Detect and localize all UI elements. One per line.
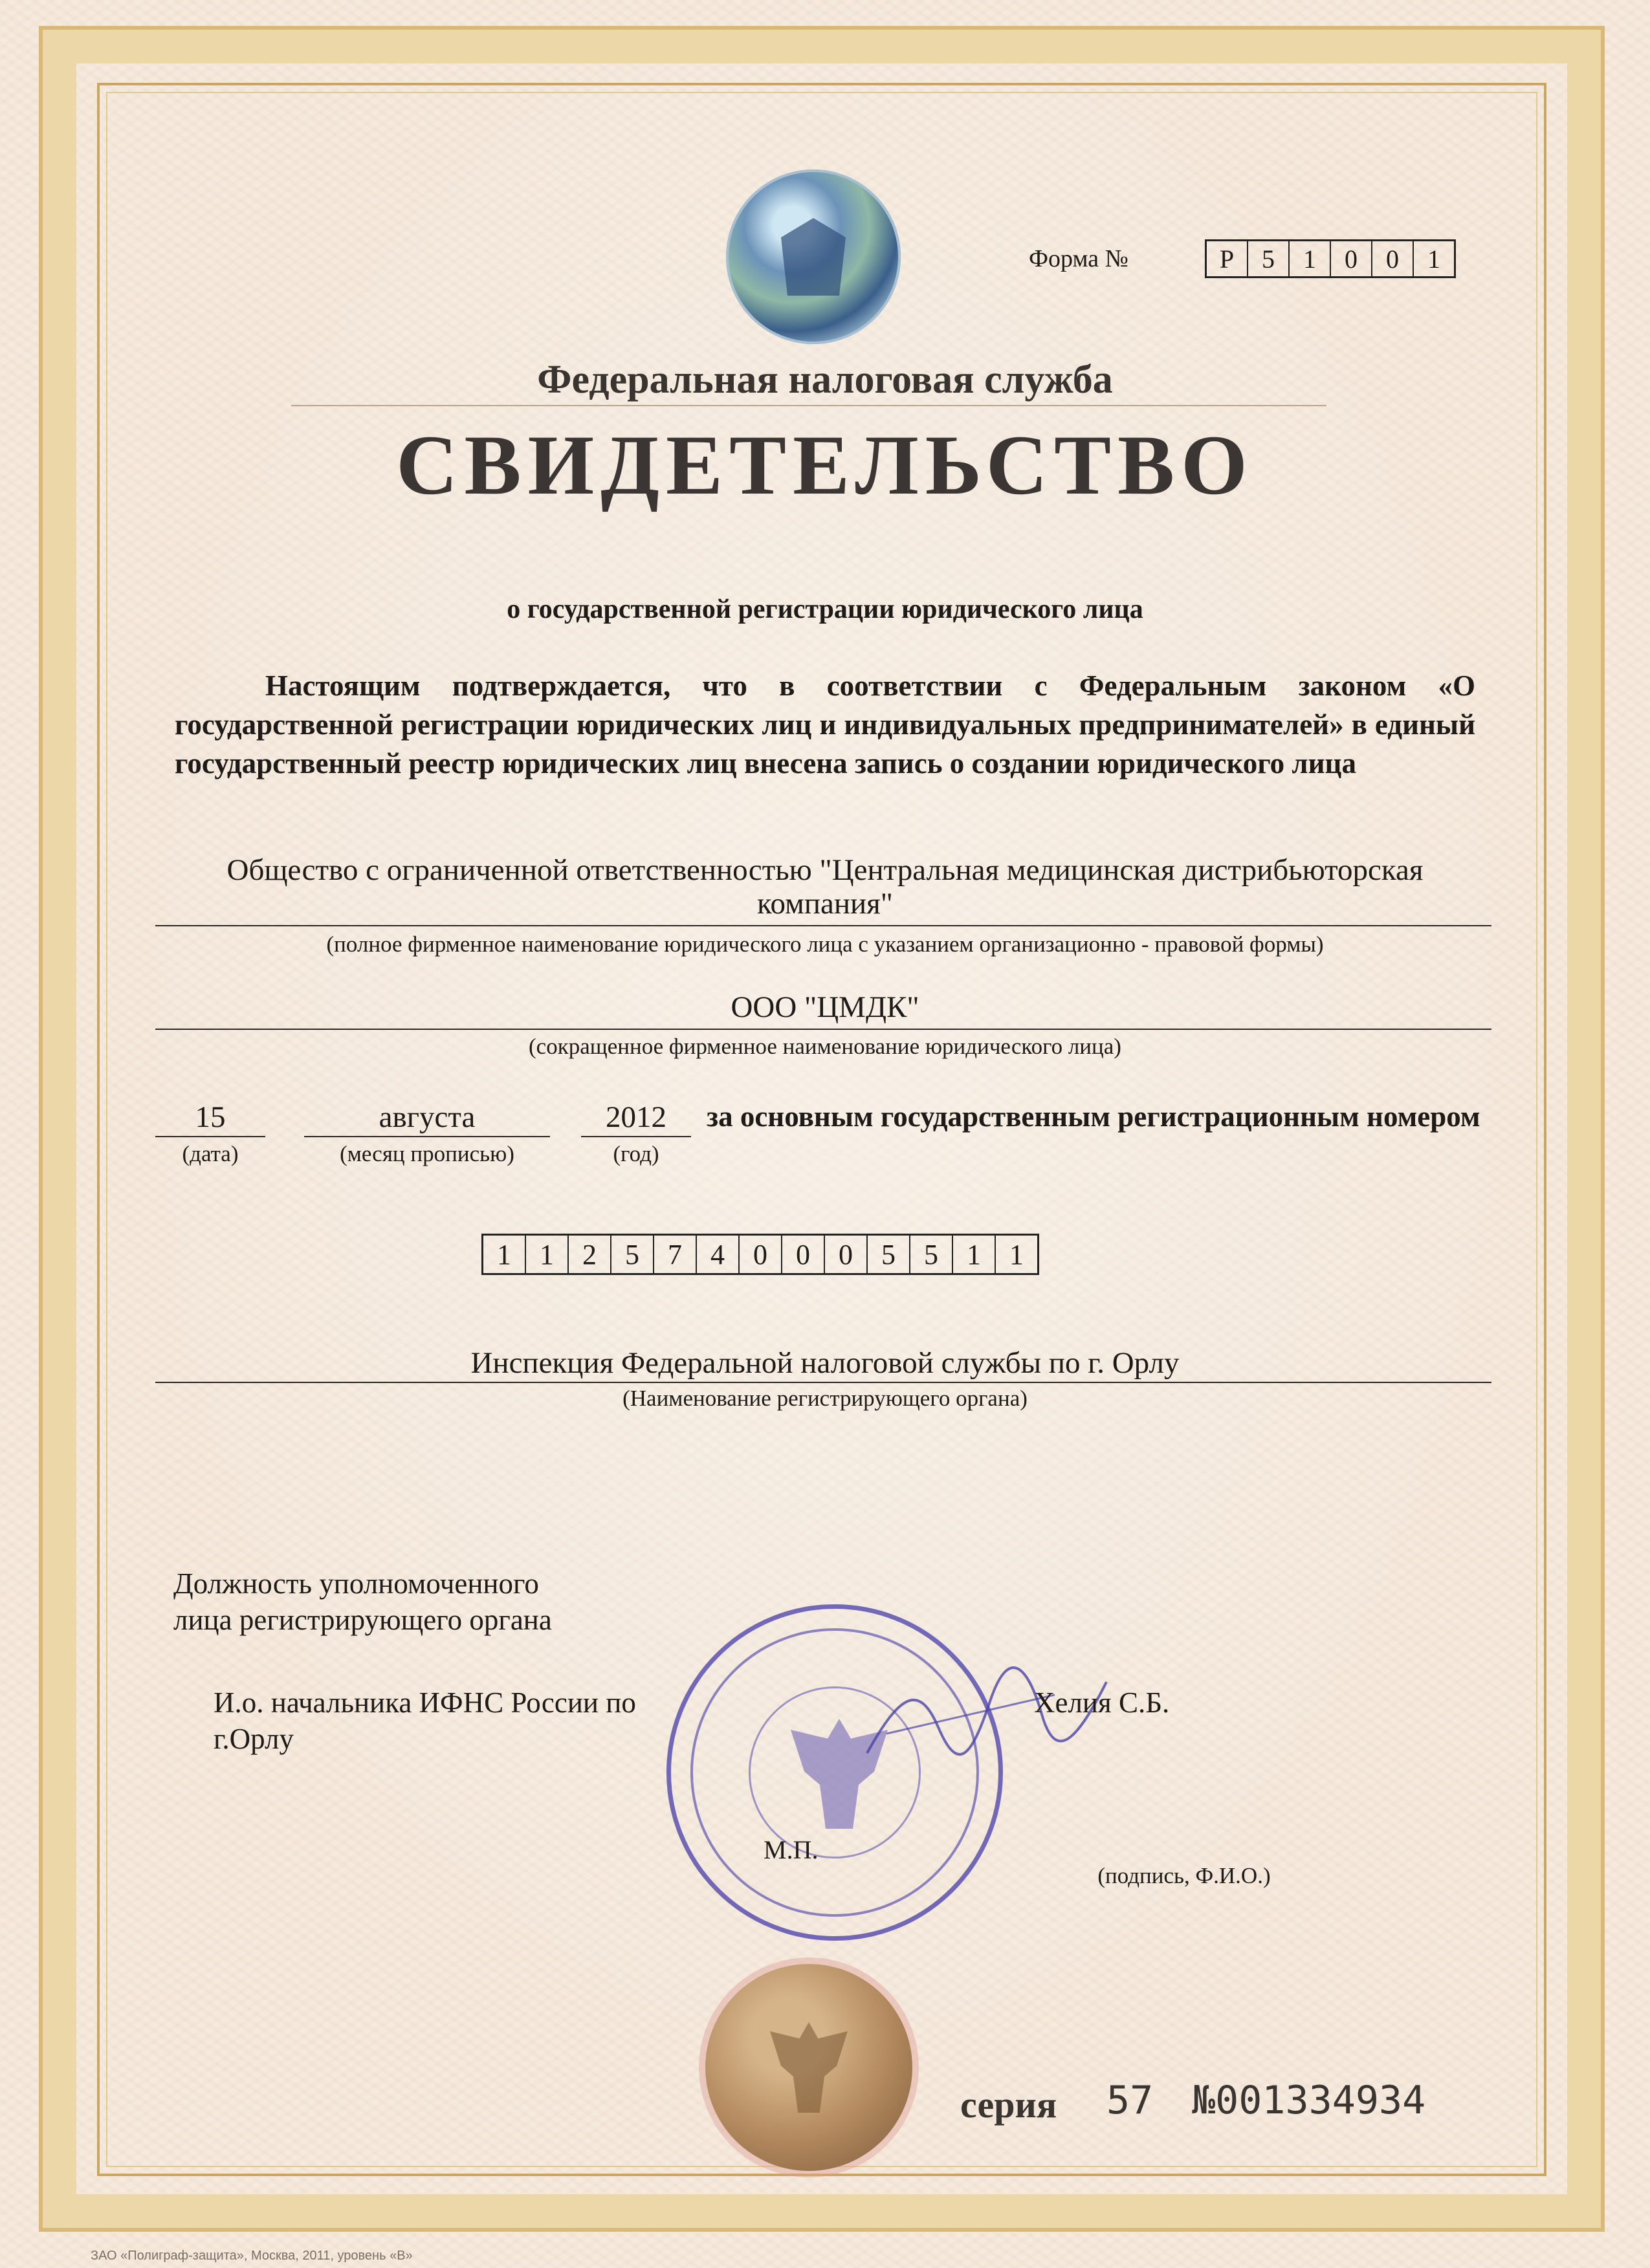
short-name: ООО "ЦМДК" xyxy=(731,990,919,1024)
ogrn-digit: 5 xyxy=(910,1236,953,1273)
short-name-rule xyxy=(155,1029,1491,1030)
certificate-subtitle: о государственной регистрации юридического лица xyxy=(507,594,1143,624)
form-number-digit: Р xyxy=(1207,241,1248,276)
ogrn-digit: 1 xyxy=(526,1236,569,1273)
year-rule xyxy=(581,1136,691,1137)
month-rule xyxy=(304,1136,550,1137)
ogrn-digit: 0 xyxy=(825,1236,868,1273)
form-number-digit: 1 xyxy=(1290,241,1331,276)
series-value: 57 xyxy=(1106,2078,1154,2123)
ogrn-digit: 5 xyxy=(868,1236,910,1273)
agency-name: Федеральная налоговая служба xyxy=(537,358,1113,402)
form-number-digit: 5 xyxy=(1248,241,1290,276)
ogrn-boxes xyxy=(481,1234,1039,1275)
ogrn-label: за основным государственным регистрационным номером xyxy=(707,1100,1480,1133)
position-label-line2: лица регистрирующего органа xyxy=(173,1604,552,1636)
full-name-caption: (полное фирменное наименование юридического лица с указанием организационно - правовой формы) xyxy=(326,932,1324,957)
full-name-line1: Общество с ограниченной ответственностью "Центральная медицинская дистрибьюторская xyxy=(226,853,1424,887)
signature xyxy=(861,1656,1132,1785)
agency-underline xyxy=(291,405,1326,406)
stamp-place-label: М.П. xyxy=(764,1835,819,1864)
form-number-digit: 0 xyxy=(1331,241,1372,276)
position-label-line1: Должность уполномоченного xyxy=(173,1567,539,1600)
registration-year: 2012 xyxy=(606,1100,666,1134)
official-name: Хелия С.Б. xyxy=(1034,1686,1170,1719)
full-name-rule xyxy=(155,925,1491,926)
full-name-line2: компания" xyxy=(757,887,893,921)
day-rule xyxy=(155,1136,265,1137)
eagle-icon xyxy=(770,2022,848,2113)
form-number-digit: 0 xyxy=(1372,241,1414,276)
confirmation-paragraph: Настоящим подтверждается, что в соответствии с Федеральным законом «О государственной регистрации юридических лиц и индивидуальных предпринимателей» в единый государственный реестр юридических лиц внесена запись о создании юридического лица xyxy=(175,670,1475,780)
ogrn-digit: 1 xyxy=(953,1236,996,1273)
ogrn-digit: 7 xyxy=(654,1236,697,1273)
eagle-icon xyxy=(781,218,846,296)
ogrn-digit: 4 xyxy=(697,1236,740,1273)
series-label: серия xyxy=(960,2084,1057,2126)
position-line2: г.Орлу xyxy=(214,1723,294,1755)
hologram-emblem xyxy=(726,169,901,344)
form-label: Форма № xyxy=(1029,245,1128,272)
ogrn-digit: 2 xyxy=(569,1236,611,1273)
position-line1: И.о. начальника ИФНС России по xyxy=(214,1686,636,1719)
day-caption: (дата) xyxy=(182,1141,239,1166)
form-number-boxes xyxy=(1205,239,1456,278)
registration-day: 15 xyxy=(195,1100,226,1134)
ogrn-digit: 0 xyxy=(782,1236,825,1273)
form-number-digit: 1 xyxy=(1427,244,1440,274)
ogrn-digit: 1 xyxy=(483,1236,526,1273)
authority-name: Инспекция Федеральной налоговой службы по г. Орлу xyxy=(470,1346,1180,1380)
year-caption: (год) xyxy=(613,1141,659,1166)
certificate-number: №001334934 xyxy=(1192,2078,1426,2123)
ogrn-digit: 0 xyxy=(740,1236,782,1273)
month-caption: (месяц прописью) xyxy=(340,1141,514,1166)
short-name-caption: (сокращенное фирменное наименование юридического лица) xyxy=(529,1034,1121,1059)
printer-imprint: ЗАО «Полиграф-защита», Москва, 2011, уровень «В» xyxy=(91,2249,413,2263)
ogrn-digit: 5 xyxy=(611,1236,654,1273)
signature-caption: (подпись, Ф.И.О.) xyxy=(1097,1863,1271,1888)
ogrn-digit: 1 xyxy=(1009,1238,1024,1270)
embossed-seal xyxy=(705,1964,912,2171)
authority-rule xyxy=(155,1382,1491,1383)
authority-caption: (Наименование регистрирующего органа) xyxy=(622,1386,1028,1411)
certificate-title: СВИДЕТЕЛЬСТВО xyxy=(396,417,1254,512)
registration-month: августа xyxy=(379,1100,476,1134)
